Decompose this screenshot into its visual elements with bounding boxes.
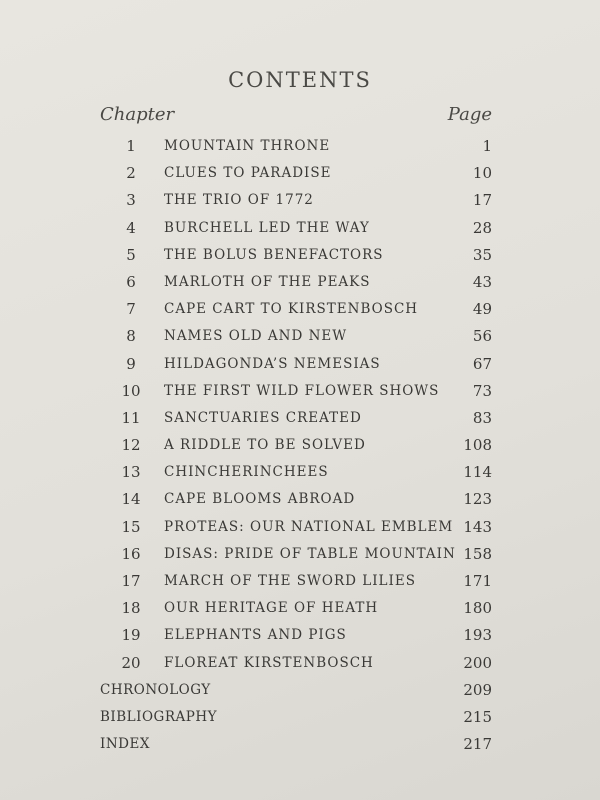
back-matter-row [0, 731, 600, 758]
toc-row [0, 432, 600, 459]
page-number: 108 [463, 436, 492, 455]
chapter-title: CAPE BLOOMS ABROAD [164, 491, 356, 508]
toc-row [0, 378, 600, 405]
chapter-number: 2 [126, 164, 136, 183]
toc-row [0, 595, 600, 622]
toc-row [0, 622, 600, 649]
toc-row [0, 459, 600, 486]
chapter-number: 14 [121, 490, 141, 509]
chapter-title: MOUNTAIN THRONE [164, 138, 331, 154]
chapter-title: MARLOTH OF THE PEAKS [164, 273, 371, 290]
page-number: 73 [472, 381, 492, 400]
page-number: 171 [463, 572, 492, 590]
chapter-title: HILDAGONDA’S NEMESIAS [164, 355, 381, 372]
page-number: 49 [472, 300, 492, 319]
page-number: 1 [482, 137, 492, 155]
chapter-title: A RIDDLE TO BE SOLVED [164, 437, 366, 454]
chapter-number: 1 [126, 137, 136, 155]
chapter-title: SANCTUARIES CREATED [164, 409, 362, 426]
chapter-number: 18 [121, 599, 141, 618]
page-number: 114 [463, 463, 492, 482]
chapter-number: 11 [121, 408, 141, 427]
toc-row [0, 133, 600, 160]
page-number: 143 [463, 517, 492, 536]
toc-row [0, 323, 600, 350]
chapter-title: NAMES OLD AND NEW [164, 328, 348, 345]
chapter-number: 6 [126, 272, 136, 291]
chapter-title: CLUES TO PARADISE [164, 165, 332, 182]
back-matter-title: BIBLIOGRAPHY [100, 708, 218, 725]
chapter-number: 20 [121, 653, 141, 672]
toc-row [0, 568, 600, 595]
page-number: 17 [472, 191, 492, 210]
page-number: 217 [463, 735, 492, 754]
page-number: 43 [472, 272, 492, 291]
chapter-number: 17 [121, 572, 141, 590]
toc-row [0, 486, 600, 513]
chapter-title: BURCHELL LED THE WAY [164, 219, 370, 236]
page-number: 215 [463, 707, 492, 726]
chapter-title: FLOREAT KIRSTENBOSCH [164, 654, 374, 671]
back-matter-title: CHRONOLOGY [100, 681, 211, 698]
chapter-title: THE FIRST WILD FLOWER SHOWS [164, 382, 440, 399]
chapter-title: DISAS: PRIDE OF TABLE MOUNTAIN [164, 545, 456, 562]
back-matter-row [0, 677, 600, 704]
chapter-number: 7 [126, 300, 136, 319]
toc-row [0, 187, 600, 214]
toc-row [0, 160, 600, 187]
toc-row [0, 405, 600, 432]
toc-row [0, 215, 600, 242]
page-number: 180 [463, 599, 492, 618]
page-number: 35 [472, 245, 492, 264]
chapter-number: 12 [121, 436, 141, 455]
toc-row [0, 650, 600, 677]
back-matter-row [0, 704, 600, 731]
page-number: 123 [463, 490, 492, 509]
chapter-title: OUR HERITAGE OF HEATH [164, 600, 379, 617]
page-title: CONTENTS [228, 68, 372, 92]
chapter-title: THE BOLUS BENEFACTORS [164, 246, 384, 263]
chapter-number: 10 [121, 381, 141, 400]
chapter-title: CAPE CART TO KIRSTENBOSCH [164, 301, 419, 318]
chapter-column-header: Chapter [100, 104, 175, 125]
toc-row [0, 541, 600, 568]
toc-row [0, 296, 600, 323]
page-number: 67 [472, 354, 492, 373]
page-number: 158 [463, 544, 492, 563]
chapter-title: PROTEAS: OUR NATIONAL EMBLEM [164, 518, 454, 535]
page-number: 200 [463, 653, 492, 672]
chapter-number: 5 [126, 245, 136, 264]
chapter-title: ELEPHANTS AND PIGS [164, 627, 347, 644]
chapter-number: 4 [126, 218, 136, 237]
chapter-number: 8 [126, 327, 136, 346]
chapter-number: 3 [126, 191, 136, 210]
toc-row [0, 242, 600, 269]
chapter-title: CHINCHERINCHEES [164, 464, 329, 481]
chapter-number: 16 [121, 544, 141, 563]
toc-list [0, 133, 600, 758]
chapter-number: 15 [121, 517, 141, 536]
chapter-number: 19 [121, 626, 141, 645]
page-number: 28 [472, 218, 492, 237]
toc-row [0, 514, 600, 541]
page-number: 193 [463, 626, 492, 645]
back-matter-title: INDEX [100, 736, 150, 753]
chapter-title: THE TRIO OF 1772 [164, 192, 314, 209]
page-number: 10 [472, 164, 492, 183]
page-column-header: Page [447, 104, 492, 125]
page-number: 83 [472, 408, 492, 427]
chapter-number: 9 [126, 354, 136, 373]
chapter-title: MARCH OF THE SWORD LILIES [164, 573, 416, 589]
toc-row [0, 269, 600, 296]
page-number: 56 [472, 327, 492, 346]
chapter-number: 13 [121, 463, 141, 482]
page-number: 209 [463, 680, 492, 699]
toc-row [0, 351, 600, 378]
